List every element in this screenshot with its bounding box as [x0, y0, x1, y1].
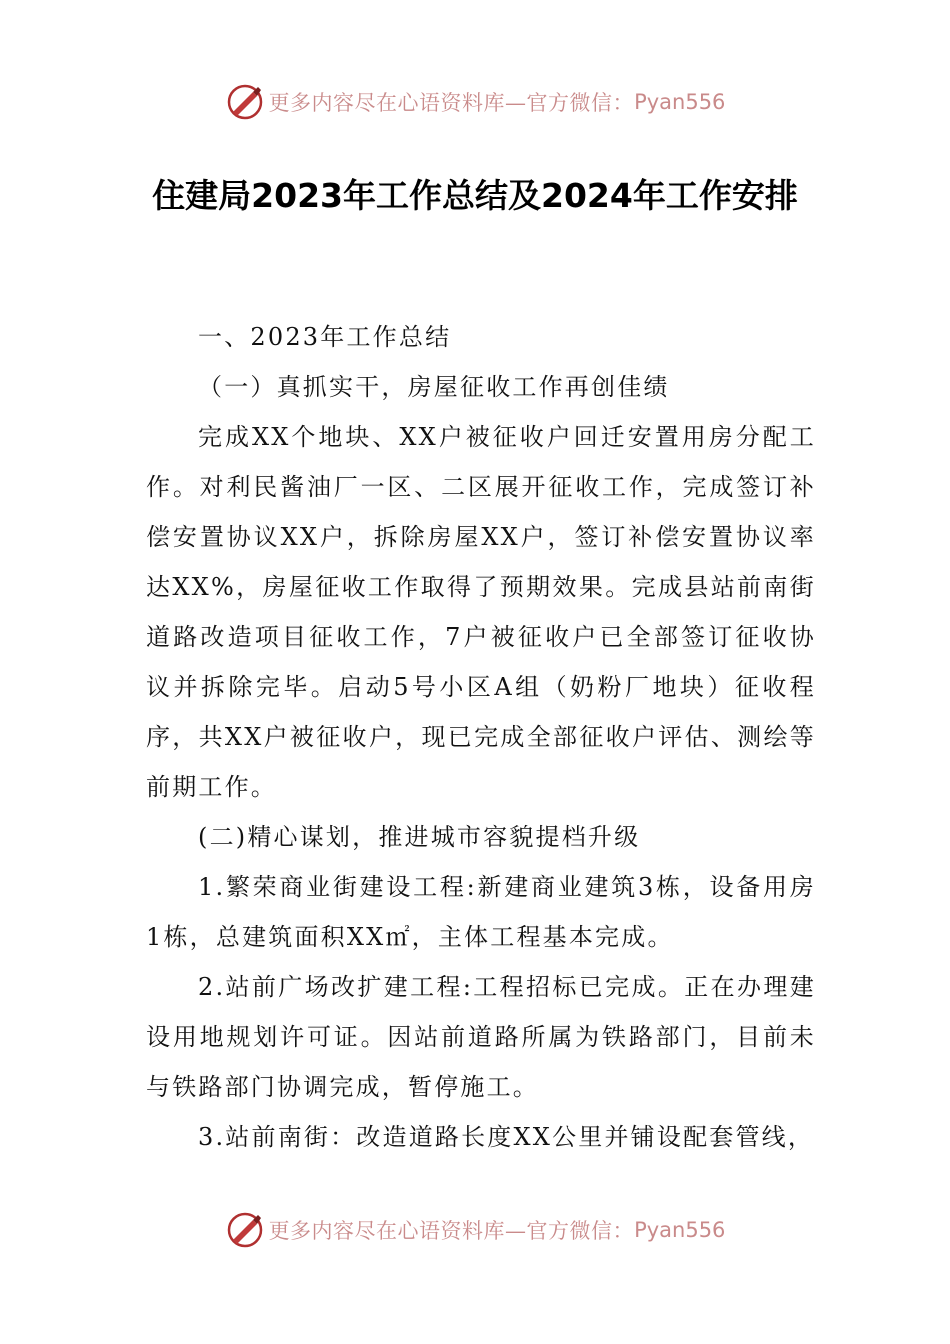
section-heading: 一、2023年工作总结: [198, 323, 452, 351]
watermark-text: 更多内容尽在心语资料库—官方微信：: [268, 91, 635, 115]
document-title: 住建局2023年工作总结及2024年工作安排: [152, 176, 798, 215]
watermark-banner-top: [0, 80, 950, 124]
watermark-wechat-id: Pyan556: [634, 90, 726, 114]
subsection-heading: (二)精心谋划，推进城市容貌提档升级: [198, 823, 641, 851]
watermark-banner-bottom: [0, 1208, 950, 1252]
body-paragraph: 2.站前广场改扩建工程:工程招标已完成。正在办理建设用地规划许可证。因站前道路所属为铁路部门，目前未与铁路部门协调完成，暂停施工。: [146, 973, 816, 1101]
watermark-text: 更多内容尽在心语资料库—官方微信：: [268, 1219, 635, 1243]
body-paragraph: 1.繁荣商业街建设工程:新建商业建筑3栋，设备用房1栋，总建筑面积XX㎡，主体工程基本完成。: [146, 873, 816, 951]
subsection-heading: （一）真抓实干，房屋征收工作再创佳绩: [198, 373, 670, 401]
pen-seal-logo-icon: [225, 1210, 265, 1250]
body-paragraph: 3.站前南街：改造道路长度XX公里并铺设配套管线，: [198, 1123, 815, 1151]
body-paragraph: 完成XX个地块、XX户被征收户回迁安置用房分配工作。对利民酱油厂一区、二区展开征收工作，完成签订补偿安置协议XX户，拆除房屋XX户，签订补偿安置协议率达XX%，房屋征收工作取得了预期效果。完成县站前南街道路改造项目征收工作，7户被征收户已全部签订征收协议并拆除完毕。启动5号小区A组（奶粉厂地块）征收程序，共XX户被征收户，现已完成全部征收户评估、测绘等前期工作。: [146, 423, 816, 801]
pen-seal-logo-icon: [225, 82, 265, 122]
document-body: [146, 312, 816, 1162]
watermark-wechat-id: Pyan556: [634, 1218, 726, 1242]
